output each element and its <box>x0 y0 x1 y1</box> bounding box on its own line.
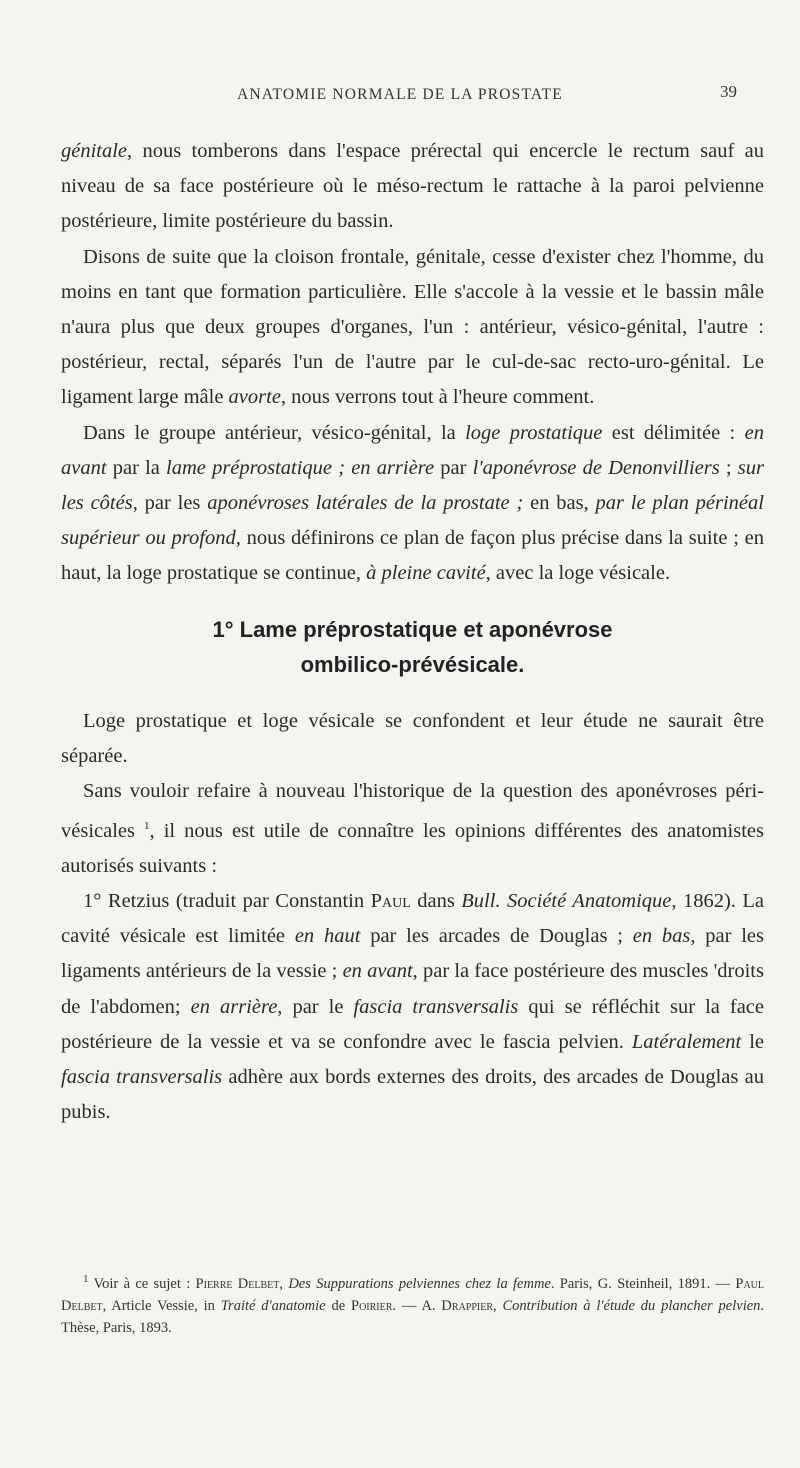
italic-term: en arrière <box>190 995 278 1018</box>
text-run: par la <box>106 456 167 479</box>
italic-term: l'aponévrose de Denonvilliers <box>472 456 720 479</box>
text-run: , nous définirons ce plan de façon plus précise dans la suite ; en haut, la loge prostatique se continue, <box>61 527 764 585</box>
text-run: , par les ligaments antérieurs de la vessie ; <box>61 925 764 983</box>
italic-term: sur les côtés <box>61 456 764 515</box>
work-title: Traité d'anatomie <box>220 1297 326 1314</box>
text-run: Sans vouloir refaire à nouveau l'historique de la question des aponévroses péri-vésicales <box>61 780 764 843</box>
text-run: par <box>434 456 473 479</box>
footnote-text <box>61 1268 764 1339</box>
text-run: . Paris, G. Steinheil, 1891. — <box>550 1275 736 1292</box>
section-text-block <box>61 704 764 1130</box>
italic-term: fascia transversalis <box>353 995 519 1018</box>
italic-term: en avant <box>342 960 413 983</box>
text-run: , <box>279 1275 289 1292</box>
author-name: Paul Delbet <box>61 1275 764 1314</box>
text-run: est délimitée : <box>602 421 745 444</box>
text-run: adhère aux bords externes des droits, des arcades de Douglas au pubis. <box>61 1065 764 1123</box>
author-name: Drappier <box>441 1297 494 1314</box>
italic-term: Latéralement <box>631 1030 742 1053</box>
italic-term: avorte <box>228 386 281 409</box>
text-run: , nous tomberons dans l'espace prérectal qui encercle le rectum sauf au niveau de sa face postérieure où le méso-rectum le rattache à la paroi pelvienne postérieure, limite postérieure du bassin. <box>61 140 764 233</box>
text-run: ; <box>719 456 738 479</box>
running-head: ANATOMIE NORMALE DE LA PROSTATE <box>237 86 563 103</box>
italic-term: Bull. Société Anatomique <box>461 890 672 913</box>
italic-term: par le plan périnéal supérieur ou profond <box>61 492 764 550</box>
text-run: , avec la loge vésicale. <box>485 562 671 585</box>
work-title: Des Suppurations pelviennes chez la femme <box>288 1275 551 1292</box>
text-run: Disons de suite que la cloison frontale, génitale, cesse d'exister chez l'homme, du moins en tant que formation particulière. Elle s'accole à la vessie et le bassin mâle n'aura plus que deux groupes d'organes, l'un : antérieur, vésico-génital, l'autre : postérieur, rectal, séparés l'un de l'autre par le cul-de-sac recto-uro-génital. Le ligament large mâle <box>61 245 764 409</box>
section-heading-line-2: ombilico-prévésicale. <box>300 652 525 677</box>
author-name: Poirier <box>351 1297 393 1314</box>
italic-term: en haut <box>294 925 361 948</box>
page-number: 39 <box>720 82 737 101</box>
text-run: le <box>741 1030 765 1053</box>
section-heading-line-1: 1° Lame préprostatique et aponévrose <box>212 617 613 642</box>
text-run: par les arcades de Douglas ; <box>360 925 633 948</box>
italic-term: génitale <box>61 140 128 162</box>
text-run: , 1862). La cavité vésicale est limitée <box>61 890 764 948</box>
italic-term: lame préprostatique ; en arrière <box>166 456 435 479</box>
text-run: , Article Vessie, in <box>102 1297 221 1314</box>
footnote <box>61 1268 764 1339</box>
paragraph <box>61 774 764 884</box>
text-run: , par la face postérieure des muscles 'droits de l'abdomen; <box>61 960 764 1018</box>
italic-term: loge prostatique <box>465 421 603 444</box>
text-run: Dans le groupe antérieur, vésico-génital, la <box>83 421 466 444</box>
author-name: Pierre Delbet <box>195 1275 280 1292</box>
text-run: , par le <box>277 995 354 1018</box>
text-run: . Thèse, Paris, 1893. <box>61 1297 765 1336</box>
paragraph <box>61 416 764 592</box>
text-run: , par les <box>132 492 208 515</box>
footnote-reference[interactable]: 1 <box>144 820 150 833</box>
text-run: dans <box>410 890 462 913</box>
footnote-number: 1 <box>83 1273 89 1285</box>
work-title: Contribution à l'étude du plancher pelvien <box>502 1297 761 1314</box>
text-run: de <box>325 1297 352 1314</box>
paragraph: Loge prostatique et loge vésicale se confondent et leur étude ne saurait être séparée. <box>61 710 764 768</box>
paragraph-continuation <box>61 134 764 240</box>
text-run: . — A. <box>392 1297 442 1314</box>
italic-term: en avant <box>61 421 764 479</box>
author-name: Paul <box>370 890 411 913</box>
text-run: 1° Retzius (traduit par Constantin <box>83 890 371 913</box>
italic-term: fascia transversalis <box>61 1065 223 1088</box>
text-run: Voir à ce sujet : <box>88 1275 196 1292</box>
text-run: , il nous est utile de connaître les opinions différentes des anatomistes autorisés suivants : <box>61 820 764 878</box>
section-heading <box>61 612 764 682</box>
text-run: , nous verrons tout à l'heure comment. <box>280 386 595 409</box>
text-run: , <box>493 1297 503 1314</box>
text-run: en bas, <box>523 492 596 515</box>
text-run: qui se réfléchit sur la face postérieure de la vessie et va se confondre avec le fascia pelvien. <box>61 995 764 1053</box>
italic-term: à pleine cavité <box>366 562 486 585</box>
paragraph <box>61 240 764 416</box>
paragraph <box>61 884 764 1130</box>
main-text-block <box>61 134 764 592</box>
italic-term: aponévroses latérales de la prostate ; <box>207 492 524 515</box>
italic-term: en bas <box>632 925 691 948</box>
